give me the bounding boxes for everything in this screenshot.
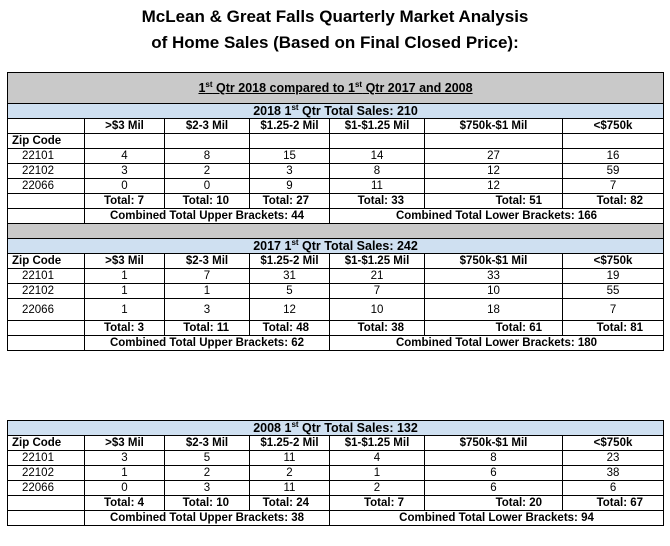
column-header: $2-3 Mil [165, 254, 250, 269]
blank-cell [250, 134, 330, 149]
sales-count-cell: 1 [85, 284, 165, 299]
totals-row [8, 194, 664, 209]
sales-count-cell: 6 [425, 466, 563, 481]
column-header: $2-3 Mil [165, 436, 250, 451]
column-header: <$750k [563, 436, 664, 451]
heading-year: 2017 1 [253, 239, 292, 253]
sales-count-cell: 1 [165, 284, 250, 299]
heading-ordinal: st [291, 420, 299, 429]
sales-count-cell: 21 [330, 269, 425, 284]
blank-cell [563, 134, 664, 149]
heading-total: Qtr Total Sales: 242 [298, 239, 418, 253]
sales-count-cell: 0 [85, 179, 165, 194]
sales-count-cell: 4 [330, 451, 425, 466]
combined-row [8, 336, 664, 351]
blank-cell [8, 194, 85, 209]
table-row [8, 481, 664, 496]
column-header: >$3 Mil [85, 436, 165, 451]
zip-code-header: Zip Code [8, 254, 85, 269]
combined-row [8, 209, 664, 224]
sales-count-cell: 10 [330, 299, 425, 321]
total-cell: Total: 61 [425, 321, 563, 336]
table-row [8, 164, 664, 179]
sales-count-cell: 2 [330, 481, 425, 496]
column-header: $750k-$1 Mil [425, 119, 563, 134]
column-header: $1.25-2 Mil [250, 254, 330, 269]
caption-part: 1 [198, 81, 206, 95]
blank-cell [425, 134, 563, 149]
zip-code-cell: 22101 [8, 269, 85, 284]
sales-count-cell: 7 [165, 269, 250, 284]
column-header-row [8, 119, 664, 134]
blank-cell [8, 511, 85, 526]
sales-count-cell: 0 [85, 481, 165, 496]
sales-count-cell: 7 [330, 284, 425, 299]
sales-count-cell: 16 [563, 149, 664, 164]
total-cell: Total: 24 [250, 496, 330, 511]
sales-count-cell: 38 [563, 466, 664, 481]
total-cell: Total: 20 [425, 496, 563, 511]
sales-count-cell: 2 [250, 466, 330, 481]
section-heading-row [8, 239, 664, 254]
sales-count-cell: 9 [250, 179, 330, 194]
combined-upper-brackets: Combined Total Upper Brackets: 38 [85, 511, 330, 526]
market-table-2008 [7, 420, 664, 526]
blank-cell [8, 209, 85, 224]
total-cell: Total: 33 [330, 194, 425, 209]
sales-count-cell: 7 [563, 179, 664, 194]
sales-count-cell: 5 [250, 284, 330, 299]
combined-upper-brackets: Combined Total Upper Brackets: 62 [85, 336, 330, 351]
heading-year: 2018 1 [253, 104, 292, 118]
sales-count-cell: 3 [85, 164, 165, 179]
totals-row [8, 496, 664, 511]
column-header: <$750k [563, 254, 664, 269]
caption-part: st [354, 79, 363, 89]
comparison-caption [8, 73, 664, 104]
zip-code-label-row [8, 134, 664, 149]
table-row [8, 466, 664, 481]
blank-cell [330, 134, 425, 149]
column-header: $1-$1.25 Mil [330, 436, 425, 451]
sales-count-cell: 23 [563, 451, 664, 466]
sales-count-cell: 14 [330, 149, 425, 164]
zip-code-cell: 22101 [8, 451, 85, 466]
combined-lower-brackets: Combined Total Lower Brackets: 94 [330, 511, 664, 526]
sales-count-cell: 1 [85, 269, 165, 284]
total-cell: Total: 7 [85, 194, 165, 209]
sales-count-cell: 15 [250, 149, 330, 164]
sales-count-cell: 19 [563, 269, 664, 284]
blank-cell [8, 496, 85, 511]
table-row [8, 269, 664, 284]
sales-count-cell: 2 [165, 466, 250, 481]
blank-cell [85, 134, 165, 149]
sales-count-cell: 5 [165, 451, 250, 466]
sales-count-cell: 11 [330, 179, 425, 194]
sales-count-cell: 33 [425, 269, 563, 284]
market-table-2018-2017 [7, 72, 664, 351]
zip-code-cell: 22066 [8, 299, 85, 321]
column-header: $1.25-2 Mil [250, 436, 330, 451]
column-header-row [8, 436, 664, 451]
heading-total: Qtr Total Sales: 132 [298, 421, 418, 435]
sales-count-cell: 1 [330, 466, 425, 481]
zip-code-cell: 22102 [8, 466, 85, 481]
sales-count-cell: 18 [425, 299, 563, 321]
total-cell: Total: 81 [563, 321, 664, 336]
sales-count-cell: 2 [165, 164, 250, 179]
blank-cell [8, 321, 85, 336]
caption-part: Qtr 2018 compared to 1 [212, 81, 355, 95]
combined-row [8, 511, 664, 526]
sales-count-cell: 10 [425, 284, 563, 299]
sales-count-cell: 31 [250, 269, 330, 284]
sales-count-cell: 1 [85, 466, 165, 481]
total-cell: Total: 67 [563, 496, 664, 511]
sales-count-cell: 6 [563, 481, 664, 496]
section-heading [8, 421, 664, 436]
sales-count-cell: 8 [165, 149, 250, 164]
sales-count-cell: 1 [85, 299, 165, 321]
zip-code-header: Zip Code [8, 436, 85, 451]
caption-row [8, 73, 664, 104]
column-header-row [8, 254, 664, 269]
heading-ordinal: st [291, 238, 299, 247]
sales-count-cell: 12 [425, 179, 563, 194]
sales-count-cell: 27 [425, 149, 563, 164]
heading-year: 2008 1 [253, 421, 292, 435]
section-heading-row [8, 421, 664, 436]
table-row [8, 179, 664, 194]
table-row [8, 149, 664, 164]
column-header: $1-$1.25 Mil [330, 254, 425, 269]
separator-cell [8, 224, 664, 239]
heading-total: Qtr Total Sales: 210 [298, 104, 418, 118]
sales-count-cell: 8 [425, 451, 563, 466]
total-cell: Total: 10 [165, 496, 250, 511]
total-cell: Total: 3 [85, 321, 165, 336]
total-cell: Total: 51 [425, 194, 563, 209]
blank-cell [8, 336, 85, 351]
combined-lower-brackets: Combined Total Lower Brackets: 166 [330, 209, 664, 224]
sales-count-cell: 8 [330, 164, 425, 179]
sales-count-cell: 12 [425, 164, 563, 179]
table-row [8, 299, 664, 321]
total-cell: Total: 7 [330, 496, 425, 511]
combined-lower-brackets: Combined Total Lower Brackets: 180 [330, 336, 664, 351]
blank-cell [165, 134, 250, 149]
sales-count-cell: 0 [165, 179, 250, 194]
sales-count-cell: 7 [563, 299, 664, 321]
sales-count-cell: 11 [250, 481, 330, 496]
column-header: $1-$1.25 Mil [330, 119, 425, 134]
total-cell: Total: 10 [165, 194, 250, 209]
zip-code-cell: 22102 [8, 164, 85, 179]
sales-count-cell: 3 [85, 451, 165, 466]
sales-count-cell: 11 [250, 451, 330, 466]
total-cell: Total: 48 [250, 321, 330, 336]
column-header: <$750k [563, 119, 664, 134]
column-header: >$3 Mil [85, 119, 165, 134]
total-cell: Total: 27 [250, 194, 330, 209]
heading-ordinal: st [291, 103, 299, 112]
combined-upper-brackets: Combined Total Upper Brackets: 44 [85, 209, 330, 224]
total-cell: Total: 4 [85, 496, 165, 511]
total-cell: Total: 38 [330, 321, 425, 336]
sales-count-cell: 6 [425, 481, 563, 496]
column-header: $1.25-2 Mil [250, 119, 330, 134]
column-header: $750k-$1 Mil [425, 254, 563, 269]
sales-count-cell: 3 [165, 481, 250, 496]
sales-count-cell: 3 [250, 164, 330, 179]
table-row [8, 284, 664, 299]
section-heading [8, 104, 664, 119]
totals-row [8, 321, 664, 336]
sales-count-cell: 4 [85, 149, 165, 164]
sales-count-cell: 12 [250, 299, 330, 321]
zip-code-header: Zip Code [8, 134, 85, 149]
column-header: $750k-$1 Mil [425, 436, 563, 451]
zip-code-header-blank [8, 119, 85, 134]
sales-count-cell: 3 [165, 299, 250, 321]
zip-code-cell: 22066 [8, 179, 85, 194]
caption-part: st [205, 79, 213, 89]
gray-separator [8, 224, 664, 239]
table-row [8, 451, 664, 466]
zip-code-cell: 22101 [8, 149, 85, 164]
title-line-1: McLean & Great Falls Quarterly Market Analysis [141, 7, 529, 26]
zip-code-cell: 22066 [8, 481, 85, 496]
total-cell: Total: 82 [563, 194, 664, 209]
title-line-2: of Home Sales (Based on Final Closed Price): [151, 33, 519, 52]
page-title [0, 0, 670, 56]
sales-count-cell: 59 [563, 164, 664, 179]
section-heading-row [8, 104, 664, 119]
sales-count-cell: 55 [563, 284, 664, 299]
section-heading [8, 239, 664, 254]
column-header: $2-3 Mil [165, 119, 250, 134]
total-cell: Total: 11 [165, 321, 250, 336]
column-header: >$3 Mil [85, 254, 165, 269]
zip-code-cell: 22102 [8, 284, 85, 299]
caption-part: Qtr 2017 and 2008 [362, 81, 473, 95]
